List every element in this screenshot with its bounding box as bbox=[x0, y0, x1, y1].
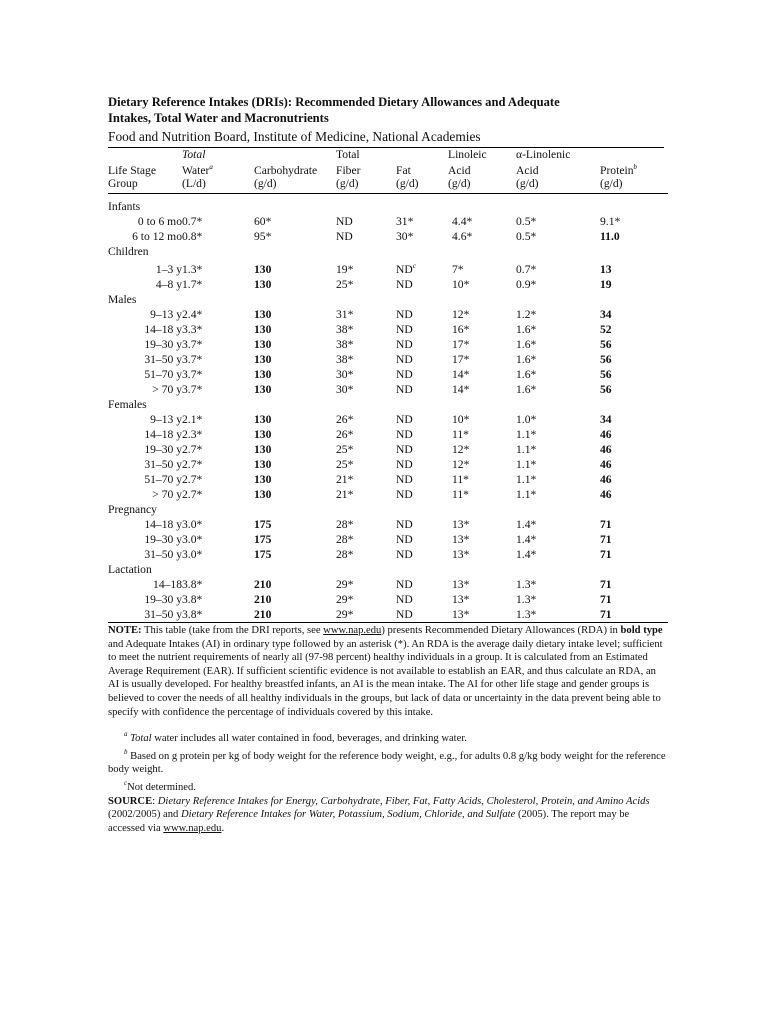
cell-linoleic: 17* bbox=[452, 353, 470, 366]
cell-carbohydrate: 210 bbox=[254, 607, 336, 623]
cell-alpha-linolenic: 1.6* bbox=[516, 368, 537, 381]
header-alpha-unit: (g/d) bbox=[516, 177, 600, 194]
header-protein-unit: (g/d) bbox=[600, 177, 668, 194]
cell-carbohydrate: 210 bbox=[254, 593, 272, 606]
source-nap-link[interactable]: www.nap.edu bbox=[163, 822, 222, 834]
cell-carbohydrate: 210 bbox=[254, 578, 272, 591]
table-row bbox=[108, 214, 668, 229]
cell-fiber: 29* bbox=[336, 607, 396, 623]
cell-linoleic: 11* bbox=[452, 488, 469, 501]
cell-fat: ND bbox=[396, 578, 413, 591]
cell-linoleic: 17* bbox=[452, 338, 470, 351]
cell-water: 3.7* bbox=[182, 353, 203, 366]
cell-carbohydrate: 130 bbox=[254, 428, 272, 441]
cell-water: 2.7* bbox=[182, 443, 203, 456]
cell-alpha-linolenic: 1.4* bbox=[516, 518, 537, 531]
cell-age: 19–30 y bbox=[144, 533, 182, 546]
cell-protein: 71 bbox=[600, 533, 612, 546]
table-row bbox=[108, 427, 668, 442]
cell-alpha-linolenic: 1.1* bbox=[516, 443, 537, 456]
cell-age: > 70 y bbox=[152, 488, 182, 501]
footnote-a-marker: a bbox=[209, 163, 213, 171]
cell-fat: ND bbox=[396, 593, 413, 606]
header-group: Group bbox=[108, 177, 182, 194]
cell-fiber: 38* bbox=[336, 323, 354, 336]
cell-carbohydrate: 130 bbox=[254, 323, 272, 336]
cell-alpha-linolenic: 1.6* bbox=[516, 323, 537, 336]
cell-water: 2.4* bbox=[182, 308, 203, 321]
cell-fiber: 28* bbox=[336, 548, 354, 561]
cell-protein: 56 bbox=[600, 353, 612, 366]
cell-protein: 46 bbox=[600, 473, 612, 486]
cell-water: 2.7* bbox=[182, 458, 203, 471]
cell-water: 3.8* bbox=[182, 578, 203, 591]
cell-water: 1.3* bbox=[182, 263, 203, 276]
cell-age: 14–18 y bbox=[144, 428, 182, 441]
cell-alpha-linolenic: 0.7* bbox=[516, 263, 537, 276]
cell-protein: 52 bbox=[600, 323, 612, 336]
cell-water: 2.7* bbox=[182, 488, 203, 501]
cell-age: > 70 y bbox=[152, 383, 182, 396]
cell-linoleic: 10* bbox=[452, 413, 470, 426]
document-page bbox=[108, 94, 664, 835]
cell-alpha-linolenic: 1.4* bbox=[516, 548, 537, 561]
footnote-c: $^c$Not determined. bbox=[124, 778, 196, 793]
header-carb-unit: (g/d) bbox=[254, 177, 336, 194]
header-fiber-top: Total bbox=[336, 148, 360, 161]
table-row bbox=[108, 277, 668, 292]
cell-fat: ND bbox=[396, 413, 413, 426]
footnote-c-marker: c bbox=[412, 262, 416, 270]
header-alpha-top: α-Linolenic bbox=[516, 148, 571, 161]
note-paragraph: NOTE: This table (take from the DRI reports, see www.nap.edu) presents Recommended Dietary Allowances (RDA) in bold type and Adequate Intakes (AI) in ordinary type followed by an asterisk (*). An RDA is the average daily dietary intake level; sufficient to meet the nutrient requirements of nearly all (97-98 percent) healthy individuals in a group. It is calculated from an Estimated Average Requirement (EAR). If sufficient scientific evidence is not available to establish an EAR, and thus calculate an RDA, an AI is usually developed. For healthy breastfed infants, an AI is the mean intake. The AI for other life stage and gender groups is believed to cover the needs of all healthy individuals in the groups, but lack of data or uncertainty in the data prevent being able to specify with confidence the percentage of individuals covered by this intake. bbox=[108, 625, 663, 718]
header-fat-unit: (g/d) bbox=[396, 177, 448, 194]
cell-linoleic: 12* bbox=[452, 308, 470, 321]
cell-carbohydrate: 175 bbox=[254, 518, 272, 531]
cell-alpha-linolenic: 1.6* bbox=[516, 338, 537, 351]
group-row bbox=[108, 397, 668, 412]
cell-protein: 56 bbox=[600, 383, 612, 396]
cell-fat: ND bbox=[396, 308, 413, 321]
header-fiber-unit: (g/d) bbox=[336, 177, 396, 194]
cell-fiber: 19* bbox=[336, 263, 354, 276]
cell-carbohydrate: 95* bbox=[254, 230, 272, 243]
cell-fiber: 31* bbox=[336, 308, 354, 321]
cell-age: 1–3 y bbox=[155, 263, 182, 276]
header-water: Water$^a$ bbox=[182, 163, 213, 177]
cell-alpha-linolenic: 1.2* bbox=[516, 308, 537, 321]
footnote-b-marker: b bbox=[633, 163, 637, 171]
cell-protein: 46 bbox=[600, 488, 612, 501]
cell-fat: ND bbox=[396, 548, 413, 561]
cell-fiber: 38* bbox=[336, 338, 354, 351]
cell-fiber: 26* bbox=[336, 413, 354, 426]
header-alpha: Acid bbox=[516, 164, 539, 177]
cell-alpha-linolenic: 1.0* bbox=[516, 413, 537, 426]
table-row bbox=[108, 592, 668, 607]
cell-alpha-linolenic: 1.1* bbox=[516, 488, 537, 501]
header-fat: Fat bbox=[396, 164, 411, 177]
cell-alpha-linolenic: 0.5* bbox=[516, 230, 537, 243]
cell-fiber: 21* bbox=[336, 473, 354, 486]
title-line-2: Intakes, Total Water and Macronutrients bbox=[108, 111, 329, 125]
cell-water: 3.7* bbox=[182, 338, 203, 351]
cell-fat: ND bbox=[396, 323, 413, 336]
cell-carbohydrate: 175 bbox=[254, 548, 272, 561]
cell-fat: ND bbox=[396, 533, 413, 546]
cell-carbohydrate: 130 bbox=[254, 413, 272, 426]
cell-protein: 34 bbox=[600, 308, 612, 321]
header-water-unit: (L/d) bbox=[182, 177, 254, 194]
cell-water: 2.7* bbox=[182, 473, 203, 486]
cell-carbohydrate: 175 bbox=[254, 533, 272, 546]
group-label: Infants bbox=[108, 200, 141, 213]
cell-age: 19–30 y bbox=[144, 443, 182, 456]
header-life-stage: Life Stage bbox=[108, 164, 156, 177]
cell-linoleic: 13* bbox=[452, 518, 470, 531]
cell-water: 2.3* bbox=[182, 428, 203, 441]
cell-age: 6 to 12 mo bbox=[132, 230, 182, 243]
cell-linoleic: 16* bbox=[452, 323, 470, 336]
table-row bbox=[108, 382, 668, 397]
table-row bbox=[108, 352, 668, 367]
footnotes bbox=[108, 728, 668, 794]
cell-fiber: 28* bbox=[336, 533, 354, 546]
cell-fat: ND bbox=[396, 383, 413, 396]
cell-water: 3.3* bbox=[182, 323, 203, 336]
group-label: Children bbox=[108, 245, 149, 258]
cell-fat: ND bbox=[396, 473, 413, 486]
dri-table bbox=[108, 148, 668, 623]
cell-protein: 34 bbox=[600, 413, 612, 426]
cell-alpha-linolenic: 1.1* bbox=[516, 458, 537, 471]
cell-age: 14–18 bbox=[153, 578, 182, 591]
cell-age: 19–30 y bbox=[144, 338, 182, 351]
cell-fat: 30* bbox=[396, 230, 414, 243]
table-row bbox=[108, 322, 668, 337]
cell-protein: 71 bbox=[600, 518, 612, 531]
cell-fat: ND bbox=[396, 458, 413, 471]
cell-carbohydrate: 130 bbox=[254, 263, 272, 276]
cell-linoleic: 10* bbox=[452, 278, 470, 291]
cell-alpha-linolenic: 1.4* bbox=[516, 533, 537, 546]
cell-water: 3.7* bbox=[182, 383, 203, 396]
group-label: Females bbox=[108, 398, 147, 411]
title-line-1: Dietary Reference Intakes (DRIs): Recommended Dietary Allowances and Adequate bbox=[108, 95, 560, 109]
cell-fiber: ND bbox=[336, 230, 353, 243]
footnote-a: $^a$ Total water includes all water contained in food, beverages, and drinking water. bbox=[124, 730, 467, 745]
nap-link[interactable]: www.nap.edu bbox=[323, 625, 382, 636]
cell-fiber: 25* bbox=[336, 443, 354, 456]
cell-fiber: 28* bbox=[336, 518, 354, 531]
cell-fat: $ND^c$ bbox=[396, 262, 416, 276]
table-body bbox=[108, 194, 668, 623]
cell-linoleic: 12* bbox=[452, 458, 470, 471]
cell-age: 51–70 y bbox=[144, 473, 182, 486]
cell-carbohydrate: 130 bbox=[254, 308, 272, 321]
cell-linoleic: 11* bbox=[452, 473, 469, 486]
cell-age: 0 to 6 mo bbox=[137, 215, 182, 228]
cell-water: 3.8* bbox=[182, 607, 254, 623]
cell-protein: 19 bbox=[600, 278, 612, 291]
cell-linoleic: 14* bbox=[452, 383, 470, 396]
cell-fiber: 29* bbox=[336, 593, 354, 606]
table-row bbox=[108, 259, 668, 277]
page-subtitle: Food and Nutrition Board, Institute of Medicine, National Academies bbox=[108, 129, 664, 148]
cell-water: 0.8* bbox=[182, 230, 203, 243]
cell-protein: 71 bbox=[600, 548, 612, 561]
cell-age: 9–13 y bbox=[150, 308, 182, 321]
cell-age: 9–13 y bbox=[150, 413, 182, 426]
cell-age: 31–50 y bbox=[144, 458, 182, 471]
table-header bbox=[108, 148, 668, 194]
cell-fat: ND bbox=[396, 428, 413, 441]
cell-protein: 46 bbox=[600, 428, 612, 441]
cell-protein: 56 bbox=[600, 368, 612, 381]
cell-carbohydrate: 130 bbox=[254, 353, 272, 366]
header-carbohydrate: Carbohydrate bbox=[254, 164, 318, 177]
cell-alpha-linolenic: 1.3* bbox=[516, 593, 537, 606]
group-row bbox=[108, 562, 668, 577]
group-label: Pregnancy bbox=[108, 503, 157, 516]
cell-linoleic: 13* bbox=[452, 533, 470, 546]
cell-carbohydrate: 130 bbox=[254, 383, 272, 396]
group-label: Males bbox=[108, 293, 137, 306]
cell-linoleic: 13* bbox=[452, 578, 470, 591]
cell-water: 3.7* bbox=[182, 368, 203, 381]
header-protein: Protein$^b$ bbox=[600, 163, 637, 177]
cell-age: 31–50 y bbox=[144, 353, 182, 366]
cell-carbohydrate: 130 bbox=[254, 443, 272, 456]
cell-carbohydrate: 130 bbox=[254, 473, 272, 486]
cell-fat: ND bbox=[396, 518, 413, 531]
table-row bbox=[108, 472, 668, 487]
table-row bbox=[108, 229, 668, 244]
cell-carbohydrate: 130 bbox=[254, 488, 272, 501]
cell-alpha-linolenic: 1.6* bbox=[516, 353, 537, 366]
cell-linoleic: 14* bbox=[452, 368, 470, 381]
group-row bbox=[108, 292, 668, 307]
cell-fiber: 21* bbox=[336, 488, 354, 501]
cell-water: 3.0* bbox=[182, 533, 203, 546]
cell-protein: 13 bbox=[600, 263, 612, 276]
table-row bbox=[108, 607, 668, 623]
cell-carbohydrate: 130 bbox=[254, 368, 272, 381]
cell-fat: ND bbox=[396, 338, 413, 351]
group-row bbox=[108, 194, 668, 215]
footnote-b: $^b$ Based on g protein per kg of body weight for the reference body weight, e.g., for adults 0.8 g/kg body weight for the reference body weight. bbox=[108, 747, 666, 776]
cell-alpha-linolenic: 0.9* bbox=[516, 278, 537, 291]
cell-linoleic: 4.6* bbox=[452, 230, 473, 243]
cell-water: 2.1* bbox=[182, 413, 203, 426]
table-row bbox=[108, 442, 668, 457]
cell-fiber: 26* bbox=[336, 428, 354, 441]
cell-water: 3.0* bbox=[182, 518, 203, 531]
table-row bbox=[108, 487, 668, 502]
table-row bbox=[108, 367, 668, 382]
cell-linoleic: 13* bbox=[452, 593, 470, 606]
table-row bbox=[108, 337, 668, 352]
header-fiber: Fiber bbox=[336, 164, 361, 177]
cell-linoleic: 11* bbox=[452, 428, 469, 441]
cell-alpha-linolenic: 1.3* bbox=[516, 578, 537, 591]
cell-fiber: 29* bbox=[336, 578, 354, 591]
header-linoleic-unit: (g/d) bbox=[448, 177, 516, 194]
cell-age: 31–50 y bbox=[144, 548, 182, 561]
cell-linoleic: 4.4* bbox=[452, 215, 473, 228]
cell-linoleic: 13* bbox=[448, 607, 516, 623]
cell-fat: ND bbox=[396, 607, 448, 623]
page-title bbox=[108, 94, 664, 126]
cell-alpha-linolenic: 1.1* bbox=[516, 473, 537, 486]
cell-age: 14–18 y bbox=[144, 518, 182, 531]
source-paragraph: SOURCE: Dietary Reference Intakes for Energy, Carbohydrate, Fiber, Fat, Fatty Acids, Cholesterol, Protein, and Amino Acids (2002/2005) and Dietary Reference Intakes for Water, Potassium, Sodium, Chloride, and Sulfate (2005). The report may be accessed via www.nap.edu. bbox=[108, 795, 650, 834]
table-row bbox=[108, 577, 668, 592]
cell-water: 3.8* bbox=[182, 593, 203, 606]
group-row bbox=[108, 244, 668, 259]
cell-alpha-linolenic: 1.3* bbox=[516, 607, 600, 623]
cell-protein: 46 bbox=[600, 458, 612, 471]
cell-alpha-linolenic: 0.5* bbox=[516, 215, 537, 228]
cell-carbohydrate: 60* bbox=[254, 215, 272, 228]
cell-protein: 71 bbox=[600, 578, 612, 591]
cell-fat: ND bbox=[396, 488, 413, 501]
cell-alpha-linolenic: 1.6* bbox=[516, 383, 537, 396]
cell-fat: ND bbox=[396, 443, 413, 456]
table-row bbox=[108, 457, 668, 472]
cell-protein: 46 bbox=[600, 443, 612, 456]
cell-fiber: 38* bbox=[336, 353, 354, 366]
table-row bbox=[108, 412, 668, 427]
cell-fat: ND bbox=[396, 278, 413, 291]
cell-linoleic: 12* bbox=[452, 443, 470, 456]
cell-water: 3.0* bbox=[182, 548, 203, 561]
table-row bbox=[108, 547, 668, 562]
cell-protein: 71 bbox=[600, 607, 668, 623]
cell-fiber: 25* bbox=[336, 458, 354, 471]
cell-alpha-linolenic: 1.1* bbox=[516, 428, 537, 441]
cell-age: 4–8 y bbox=[155, 278, 182, 291]
cell-protein: 56 bbox=[600, 338, 612, 351]
cell-fat: 31* bbox=[396, 215, 414, 228]
cell-age: 19–30 y bbox=[144, 593, 182, 606]
header-water-top: Total bbox=[182, 148, 206, 161]
notes-section bbox=[108, 624, 668, 835]
cell-age: 31–50 y bbox=[108, 607, 182, 623]
cell-fiber: 30* bbox=[336, 383, 354, 396]
header-linoleic-top: Linoleic bbox=[448, 148, 487, 161]
cell-carbohydrate: 130 bbox=[254, 458, 272, 471]
cell-water: 1.7* bbox=[182, 278, 203, 291]
cell-fiber: 25* bbox=[336, 278, 354, 291]
table-row bbox=[108, 307, 668, 322]
group-label: Lactation bbox=[108, 563, 152, 576]
cell-protein: 71 bbox=[600, 593, 612, 606]
cell-protein: 9.1* bbox=[600, 215, 621, 228]
cell-fat: ND bbox=[396, 353, 413, 366]
group-row bbox=[108, 502, 668, 517]
cell-carbohydrate: 130 bbox=[254, 338, 272, 351]
cell-fiber: ND bbox=[336, 215, 353, 228]
cell-linoleic: 7* bbox=[452, 263, 464, 276]
table-row bbox=[108, 532, 668, 547]
table-row bbox=[108, 517, 668, 532]
header-linoleic: Acid bbox=[448, 164, 471, 177]
cell-fat: ND bbox=[396, 368, 413, 381]
cell-age: 51–70 y bbox=[144, 368, 182, 381]
cell-age: 14–18 y bbox=[144, 323, 182, 336]
cell-fiber: 30* bbox=[336, 368, 354, 381]
cell-water: 0.7* bbox=[182, 215, 203, 228]
cell-protein: 11.0 bbox=[600, 230, 620, 243]
cell-carbohydrate: 130 bbox=[254, 278, 272, 291]
cell-linoleic: 13* bbox=[452, 548, 470, 561]
